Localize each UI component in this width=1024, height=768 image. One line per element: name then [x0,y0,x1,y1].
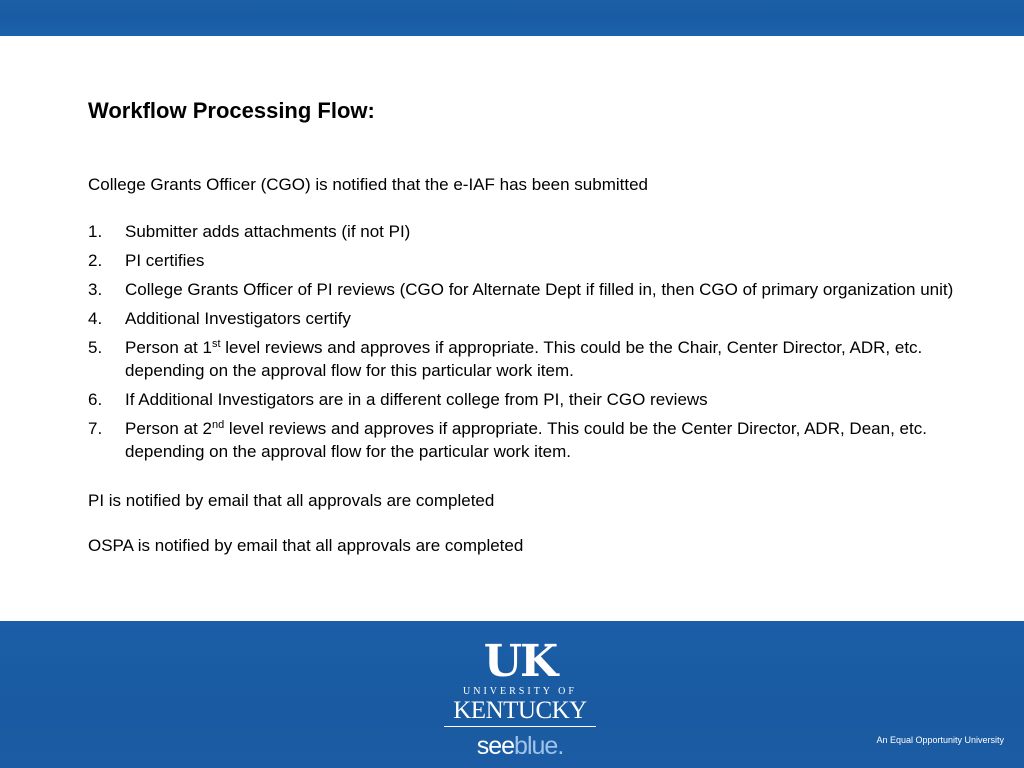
slide-content [88,96,968,557]
slide-title: Workflow Processing Flow: [88,98,375,123]
ordinal-suffix: nd [211,419,225,431]
list-item [88,388,968,411]
step-text: If Additional Investigators are in a different college from PI, their CGO reviews [125,390,708,409]
step-number: 6. [88,390,103,409]
seeblue-see: see [476,732,515,760]
logo-divider [444,726,596,727]
seeblue-blue: blue. [514,732,564,760]
list-item [88,278,968,301]
step-text-start: Person at 1 [125,338,212,357]
step-text: Submitter adds attachments (if not PI) [125,222,411,241]
equal-opportunity-text: An Equal Opportunity University [876,735,1004,745]
step-number: 3. [88,280,103,299]
uk-logo-mark: UK [483,636,557,687]
step-number: 7. [88,419,103,438]
step-text-end: level reviews and approves if appropriate. This could be the Chair, Center Director, ADR, etc. depending on the approval flow for this particular work item. [125,338,923,380]
step-text: PI certifies [125,251,205,270]
step-number: 4. [88,309,103,328]
step-number: 1. [88,222,103,241]
intro-text: College Grants Officer (CGO) is notified that the e-IAF has been submitted [88,175,648,194]
list-item [88,307,968,330]
step-number: 5. [88,338,103,357]
pi-notice: PI is notified by email that all approvals are completed [88,491,495,510]
step-number: 2. [88,251,103,270]
step-text: College Grants Officer of PI reviews (CGO for Alternate Dept if filled in, then CGO of primary organization unit) [125,280,954,299]
list-item [88,249,968,272]
list-item [88,336,968,382]
uk-logo [440,636,600,760]
top-banner [0,0,1024,36]
list-item [88,417,968,463]
list-item [88,220,968,243]
ordinal-suffix: st [211,338,221,350]
step-text-start: Person at 2 [125,419,212,438]
logo-university-of: UNIVERSITY OF [463,686,577,697]
seeblue-logo [440,731,600,761]
logo-kentucky: KENTUCKY [453,697,587,724]
step-text-end: level reviews and approves if appropriate. This could be the Center Director, ADR, Dean, etc. depending on the approval flow for the particular work item. [125,419,927,461]
workflow-steps-list [88,220,968,463]
ospa-notice: OSPA is notified by email that all approvals are completed [88,536,524,555]
step-text: Additional Investigators certify [125,309,351,328]
